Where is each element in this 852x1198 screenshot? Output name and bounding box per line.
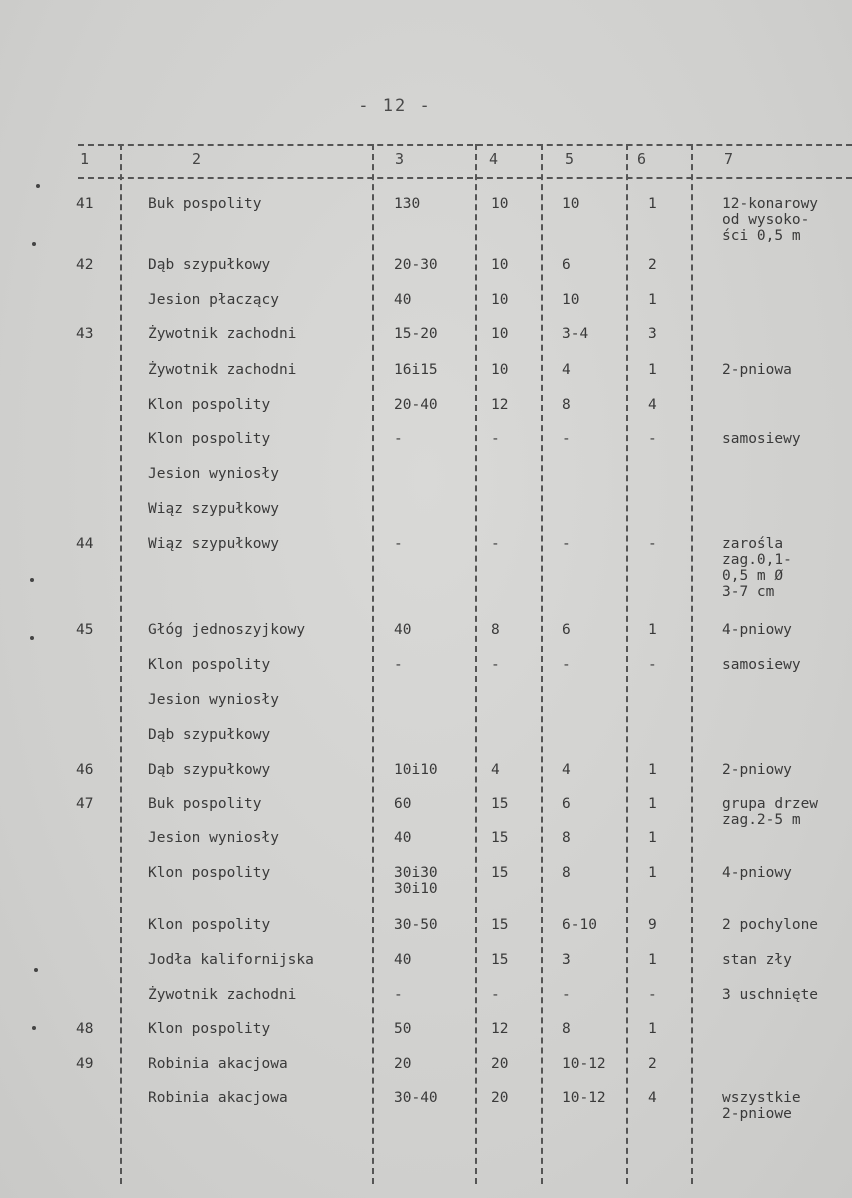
col7-remarks: grupa drzew zag.2-5 m: [722, 796, 819, 828]
col5-value: 4: [562, 762, 571, 778]
col7-remarks: samosiewy: [722, 657, 801, 673]
col7-remarks: 4-pniowy: [722, 622, 792, 638]
column-divider: [372, 144, 374, 1184]
col3-value: 40: [394, 830, 412, 846]
col5-value: -: [562, 987, 571, 1003]
column-divider: [691, 144, 693, 1184]
species-name: Klon pospolity: [148, 397, 271, 413]
col7-remarks: zarośla zag.0,1- 0,5 m Ø 3-7 cm: [722, 536, 792, 600]
species-name: Klon pospolity: [148, 865, 271, 881]
col6-value: 9: [648, 917, 657, 933]
species-name: Jodła kalifornijska: [148, 952, 314, 968]
column-divider: [541, 144, 543, 1184]
col6-value: 1: [648, 292, 657, 308]
col3-value: -: [394, 987, 403, 1003]
col5-value: -: [562, 657, 571, 673]
col6-value: -: [648, 431, 657, 447]
col4-value: -: [491, 431, 500, 447]
col3-value: 50: [394, 1021, 412, 1037]
col4-value: 10: [491, 196, 509, 212]
species-name: Dąb szypułkowy: [148, 762, 271, 778]
col4-value: 10: [491, 326, 509, 342]
col6-value: 1: [648, 196, 657, 212]
column-header: 2: [192, 150, 202, 168]
col4-value: 15: [491, 830, 509, 846]
col7-remarks: 2 pochylone: [722, 917, 819, 933]
species-name: Klon pospolity: [148, 1021, 271, 1037]
species-name: Dąb szypułkowy: [148, 727, 271, 743]
column-header: 6: [637, 150, 647, 168]
col4-value: -: [491, 657, 500, 673]
species-name: Jesion wyniosły: [148, 830, 279, 846]
col6-value: -: [648, 657, 657, 673]
col7-remarks: 4-pniowy: [722, 865, 792, 881]
col4-value: 12: [491, 1021, 509, 1037]
species-name: Klon pospolity: [148, 431, 271, 447]
species-name: Dąb szypułkowy: [148, 257, 271, 273]
col6-value: -: [648, 536, 657, 552]
column-header: 4: [489, 150, 499, 168]
table-top-border: [78, 144, 852, 146]
species-name: Żywotnik zachodni: [148, 326, 297, 342]
col4-value: 20: [491, 1090, 509, 1106]
col4-value: 15: [491, 952, 509, 968]
species-name: Klon pospolity: [148, 917, 271, 933]
species-name: Robinia akacjowa: [148, 1090, 288, 1106]
species-name: Głóg jednoszyjkowy: [148, 622, 306, 638]
col3-value: 20-40: [394, 397, 438, 413]
col3-value: 40: [394, 292, 412, 308]
row-number: 41: [76, 196, 94, 212]
species-name: Wiąz szypułkowy: [148, 536, 279, 552]
species-name: Buk pospolity: [148, 796, 262, 812]
col4-value: 4: [491, 762, 500, 778]
col4-value: 10: [491, 292, 509, 308]
col5-value: 8: [562, 830, 571, 846]
row-number: 44: [76, 536, 94, 552]
col5-value: -: [562, 431, 571, 447]
row-number: 47: [76, 796, 94, 812]
col3-value: 40: [394, 952, 412, 968]
page-number: - 12 -: [358, 96, 432, 116]
col3-value: 20-30: [394, 257, 438, 273]
col7-remarks: 2-pniowa: [722, 362, 792, 378]
col5-value: 4: [562, 362, 571, 378]
col7-remarks: stan zły: [722, 952, 792, 968]
col3-value: 20: [394, 1056, 412, 1072]
col6-value: -: [648, 987, 657, 1003]
punch-mark: [30, 578, 34, 582]
col4-value: -: [491, 987, 500, 1003]
punch-mark: [36, 184, 40, 188]
col4-value: 15: [491, 865, 509, 881]
row-number: 46: [76, 762, 94, 778]
col3-value: -: [394, 431, 403, 447]
col6-value: 4: [648, 397, 657, 413]
col4-value: 15: [491, 796, 509, 812]
col3-value: 30i30 30i10: [394, 865, 438, 897]
col3-value: 130: [394, 196, 421, 212]
col5-value: 8: [562, 865, 571, 881]
species-name: Żywotnik zachodni: [148, 362, 297, 378]
col7-remarks: 3 uschnięte: [722, 987, 819, 1003]
col5-value: 8: [562, 1021, 571, 1037]
col7-remarks: samosiewy: [722, 431, 801, 447]
species-name: Żywotnik zachodni: [148, 987, 297, 1003]
column-divider: [475, 144, 477, 1184]
col4-value: 8: [491, 622, 500, 638]
col6-value: 1: [648, 865, 657, 881]
species-name: Jesion płaczący: [148, 292, 279, 308]
punch-mark: [30, 636, 34, 640]
col7-remarks: wszystkie 2-pniowe: [722, 1090, 801, 1122]
species-name: Jesion wyniosły: [148, 692, 279, 708]
column-divider: [120, 144, 122, 1184]
col5-value: 6: [562, 796, 571, 812]
column-header: 5: [565, 150, 575, 168]
punch-mark: [32, 1026, 36, 1030]
col4-value: 10: [491, 362, 509, 378]
punch-mark: [34, 968, 38, 972]
col3-value: 15-20: [394, 326, 438, 342]
col6-value: 1: [648, 830, 657, 846]
col6-value: 1: [648, 362, 657, 378]
col5-value: 10-12: [562, 1056, 606, 1072]
col5-value: 8: [562, 397, 571, 413]
species-name: Buk pospolity: [148, 196, 262, 212]
col6-value: 1: [648, 796, 657, 812]
col3-value: 60: [394, 796, 412, 812]
col3-value: 10i10: [394, 762, 438, 778]
col7-remarks: 2-pniowy: [722, 762, 792, 778]
col4-value: -: [491, 536, 500, 552]
col6-value: 4: [648, 1090, 657, 1106]
column-header: 3: [395, 150, 405, 168]
col6-value: 2: [648, 257, 657, 273]
row-number: 48: [76, 1021, 94, 1037]
col5-value: 6: [562, 257, 571, 273]
column-header: 1: [80, 150, 90, 168]
col5-value: 3: [562, 952, 571, 968]
col6-value: 1: [648, 762, 657, 778]
species-name: Wiąz szypułkowy: [148, 501, 279, 517]
col5-value: 3-4: [562, 326, 589, 342]
col7-remarks: 12-konarowy od wysoko- ści 0,5 m: [722, 196, 819, 244]
col5-value: 10: [562, 196, 580, 212]
col5-value: 6: [562, 622, 571, 638]
row-number: 45: [76, 622, 94, 638]
col4-value: 20: [491, 1056, 509, 1072]
col4-value: 10: [491, 257, 509, 273]
col6-value: 1: [648, 1021, 657, 1037]
col3-value: -: [394, 536, 403, 552]
row-number: 49: [76, 1056, 94, 1072]
col4-value: 15: [491, 917, 509, 933]
col3-value: 40: [394, 622, 412, 638]
col6-value: 3: [648, 326, 657, 342]
row-number: 42: [76, 257, 94, 273]
col3-value: 16i15: [394, 362, 438, 378]
column-header: 7: [724, 150, 734, 168]
col3-value: -: [394, 657, 403, 673]
species-name: Jesion wyniosły: [148, 466, 279, 482]
column-divider: [626, 144, 628, 1184]
table-header-border: [78, 177, 852, 179]
species-name: Klon pospolity: [148, 657, 271, 673]
col6-value: 1: [648, 622, 657, 638]
row-number: 43: [76, 326, 94, 342]
species-name: Robinia akacjowa: [148, 1056, 288, 1072]
col6-value: 2: [648, 1056, 657, 1072]
col5-value: 10-12: [562, 1090, 606, 1106]
col5-value: 10: [562, 292, 580, 308]
col3-value: 30-40: [394, 1090, 438, 1106]
col4-value: 12: [491, 397, 509, 413]
punch-mark: [32, 242, 36, 246]
col5-value: -: [562, 536, 571, 552]
col6-value: 1: [648, 952, 657, 968]
col5-value: 6-10: [562, 917, 597, 933]
col3-value: 30-50: [394, 917, 438, 933]
